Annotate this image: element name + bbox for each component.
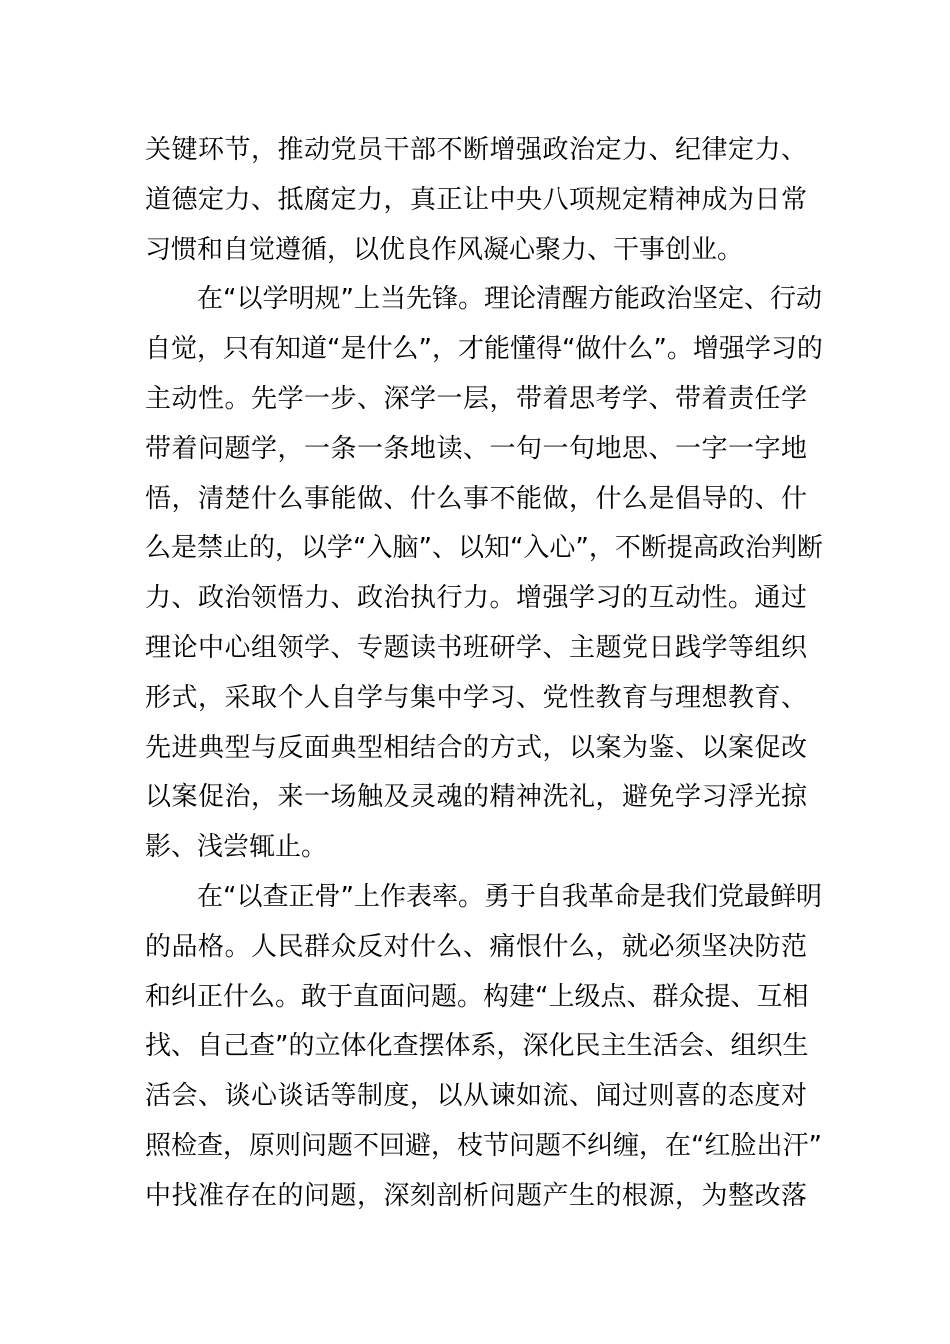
- text-line: 照检查，原则问题不回避，枝节问题不纠缠，在“红脸出汗”: [145, 1130, 822, 1161]
- text-line: 中找准存在的问题，深刻剖析问题产生的根源，为整改落: [145, 1180, 807, 1211]
- text-line: 先进典型与反面典型相结合的方式，以案为鉴、以案促改: [145, 732, 807, 763]
- text-line: 主动性。先学一步、深学一层，带着思考学、带着责任学: [145, 383, 807, 414]
- body-text: [145, 126, 823, 1222]
- text-line: 和纠正什么。敢于直面问题。构建“上级点、群众提、互相: [145, 981, 809, 1012]
- paragraph-end-line: 习惯和自觉遵循，以优良作风凝心聚力、干事创业。: [145, 234, 744, 265]
- text-line: 道德定力、抵腐定力，真正让中央八项规定精神成为日常: [145, 184, 807, 215]
- text-line: 力、政治领悟力、政治执行力。增强学习的互动性。通过: [145, 583, 807, 614]
- text-line: 自觉，只有知道“是什么”，才能懂得“做什么”。增强学习的: [145, 334, 823, 365]
- text-line: 形式，采取个人自学与集中学习、党性教育与理想教育、: [145, 682, 807, 713]
- paragraph-end-line: 影、浅尝辄止。: [145, 832, 328, 863]
- text-line: 以案促治，来一场触及灵魂的精神洗礼，避免学习浮光掠: [145, 782, 807, 813]
- paragraph-start-line: 在“以查正骨”上作表率。勇于自我革命是我们党最鲜明: [197, 881, 822, 912]
- text-line: 理论中心组领学、专题读书班研学、主题党日践学等组织: [145, 632, 807, 663]
- text-line: 活会、谈心谈话等制度，以从谏如流、闻过则喜的态度对: [145, 1081, 807, 1112]
- text-line: 关键环节，推动党员干部不断增强政治定力、纪律定力、: [145, 135, 807, 165]
- text-line: 悟，清楚什么事能做、什么事不能做，什么是倡导的、什: [145, 483, 807, 514]
- text-line: 么是禁止的，以学“入脑”、以知“入心”，不断提高政治判断: [145, 533, 823, 564]
- paragraph-start-line: 在“以学明规”上当先锋。理论清醒方能政治坚定、行动: [197, 284, 822, 315]
- text-line: 的品格。人民群众反对什么、痛恨什么，就必须坚决防范: [145, 931, 807, 962]
- text-line: 带着问题学，一条一条地读、一句一句地思、一字一字地: [145, 433, 807, 464]
- text-line: 找、自己查”的立体化查摆体系，深化民主生活会、组织生: [145, 1031, 809, 1062]
